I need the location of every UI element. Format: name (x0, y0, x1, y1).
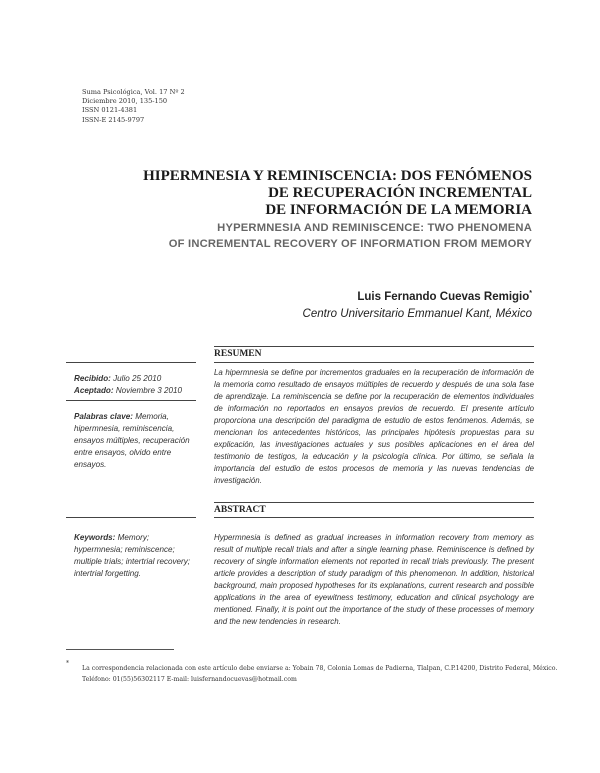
keywords-english (74, 532, 196, 580)
resumen-bottom-rule (214, 362, 534, 363)
resumen-top-rule (214, 346, 534, 347)
received-date (74, 373, 202, 385)
abstract-text: Hypermnesia is defined as gradual increases in information recovery from memory as result of multiple recall trials and after a single learning phase. Reminiscence is defined by recovery of single information elements not reported in recall trials previously. The present article provides a description of study paradigm of this phenomenon. In addition, historical background, main proposed hypotheses for its explanations, current research and possible applications in the area of eyewitness testimony, education and clinical psychology are mentioned. Finally, it is point out the importance of the study of these processes of memory and the new tendencies in research. (214, 533, 534, 626)
title-es-line-2: DE RECUPERACIÓN INCREMENTAL (268, 185, 532, 201)
accepted-date (74, 385, 202, 397)
title-english (169, 220, 532, 252)
title-en-line-1: HYPERMNESIA AND REMINISCENCE: TWO PHENOMENA (217, 222, 532, 234)
footnote-line-2: Teléfono: 01(55)56302117 E-mail: luisfernandocuevas@hotmail.com (82, 676, 297, 683)
journal-volume: Suma Psicológica, Vol. 17 Nº 2 (82, 88, 185, 96)
received-value: Julio 25 2010 (110, 374, 162, 383)
accepted-value: Noviembre 3 2010 (113, 386, 182, 395)
received-label: Recibido: (74, 374, 111, 383)
title-es-line-1: HIPERMNESIA Y REMINISCENCIA: DOS FENÓMENOS (143, 168, 532, 184)
sidebar-top-rule (66, 362, 196, 363)
footnote-rule (66, 649, 174, 650)
author-name-text: Luis Fernando Cuevas Remigio (357, 290, 530, 303)
journal-date-pages: Diciembre 2010, 135-150 (82, 97, 168, 106)
keywords-spanish (74, 411, 198, 471)
keywords-es-text: Memoria, hipermnesia, reminiscencia, ensayos múltiples, recuperación entre ensayos, olvido entre ensayos. (74, 412, 190, 469)
sidebar-dates-rule (66, 400, 196, 401)
footnote (82, 663, 558, 685)
title-spanish (143, 168, 532, 219)
title-es-line-3: DE INFORMACIÓN DE LA MEMORIA (265, 202, 532, 218)
footnote-mark: * (66, 660, 69, 667)
author-affiliation: Centro Universitario Emmanuel Kant, México (302, 308, 532, 320)
journal-issn-e: ISSN-E 2145-9797 (82, 115, 145, 124)
sidebar-keywords-rule (66, 517, 196, 518)
keywords-es-label: Palabras clave: (74, 412, 133, 421)
abstract-bottom-rule (214, 517, 534, 518)
resumen-text: La hipermnesia se define por incrementos graduales en la recuperación de información de la memoria como resultado de ensayos múltiples de recuerdo y después de una sola fase de aprendizaje. La reminiscencia se define por la recuperación de elementos individuales de información no reportados en ensayos previos de recuerdo. El presente artículo proporciona una descripción del paradigma de estudio de estos fenómenos. Además, se mencionan los antecedentes históricos, las principales hipótesis propuestas para su explicación, las investigaciones actuales y sus posibles aplicaciones en el área del testimonio de testigos, la educación y la psicología clínica. Por último, se señala la importancia del estudio de estos procesos de memoria y las nuevas tendencias de investigación. (214, 368, 534, 485)
accepted-label: Aceptado: (74, 386, 114, 395)
keywords-en-label: Keywords: (74, 533, 116, 542)
abstract-top-rule (214, 502, 534, 503)
journal-issn: ISSN 0121-4381 (82, 106, 138, 115)
abstract-heading: ABSTRACT (214, 505, 266, 515)
footnote-line-1: La correspondencia relacionada con este artículo debe enviarse a: Yobain 78, Colonia Lomas de Padierna, Tlalpan, C.P.14200, Distrito Federal, México. (82, 665, 558, 672)
resumen-heading: RESUMEN (214, 349, 262, 359)
keywords-en-text: Memory; hypermnesia; reminiscence; multiple trials; intertrial recovery; intertrial forgetting. (74, 533, 191, 578)
author-footnote-mark[interactable]: * (529, 290, 532, 297)
author-name (357, 290, 532, 303)
journal-info (82, 88, 185, 125)
title-en-line-2: OF INCREMENTAL RECOVERY OF INFORMATION FROM MEMORY (168, 238, 532, 250)
